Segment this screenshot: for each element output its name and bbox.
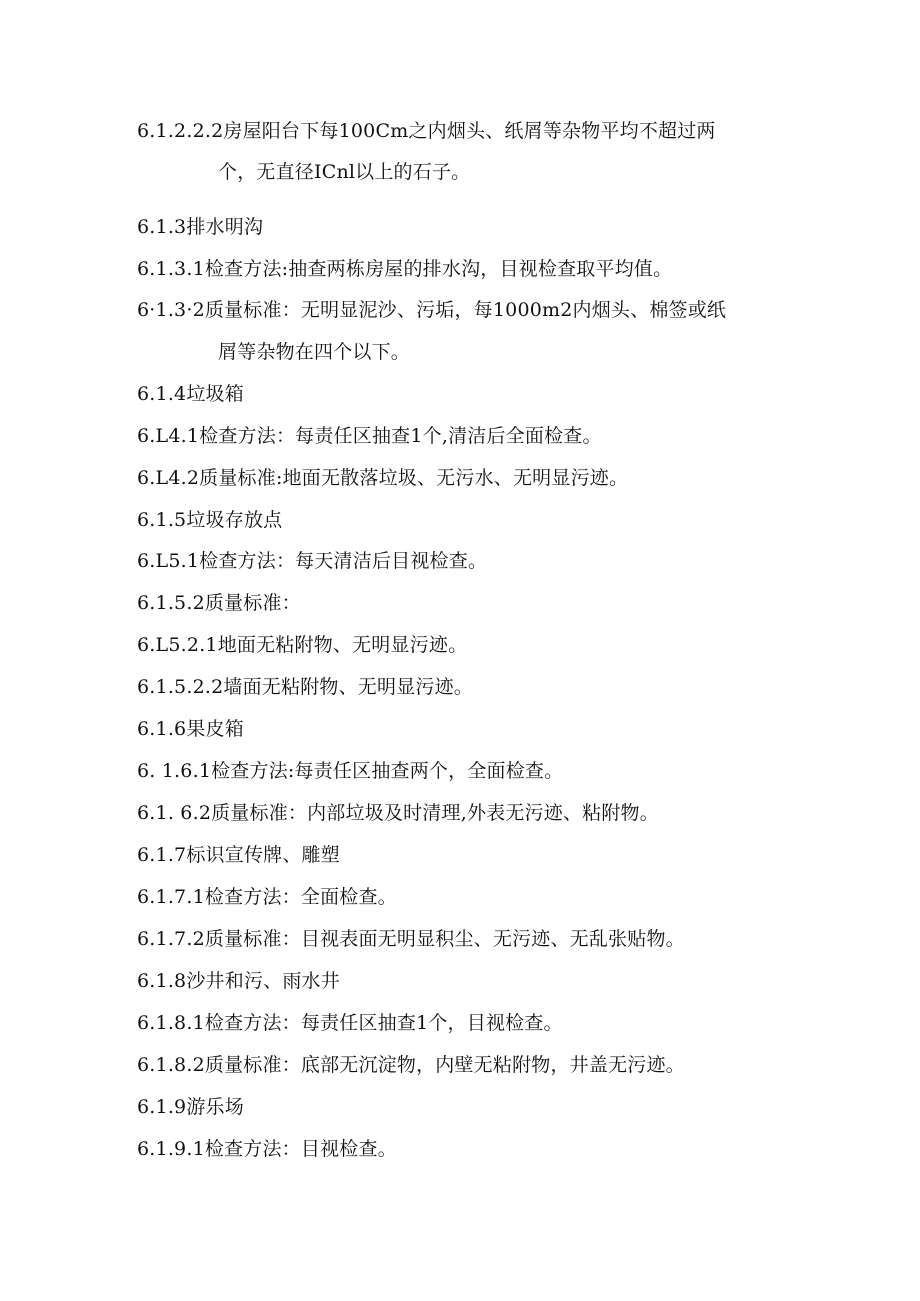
text-line: 6·1.3·2质量标准：无明显泥沙、污垢，每1000m2内烟头、棉签或纸 (137, 299, 727, 321)
text-line: 6.1.3.1检查方法:抽查两栋房屋的排水沟，目视检查取平均值。 (137, 258, 673, 280)
text-line: 6.1.5.2质量标准： (137, 592, 301, 614)
text-line: 6.1.7.1检查方法：全面检查。 (137, 886, 397, 908)
text-line-continuation: 屑等杂物在四个以下。 (218, 341, 411, 363)
text-line: 6.L4.1检查方法：每责任区抽查1个,清洁后全面检查。 (137, 425, 602, 447)
text-line: 6.1.7.2质量标准：目视表面无明显积尘、无污迹、无乱张贴物。 (137, 928, 685, 950)
section-heading: 6.1.6果皮箱 (137, 718, 244, 740)
text-line: 6.1.8.1检查方法：每责任区抽查1个，目视检查。 (137, 1012, 563, 1034)
text-line: 6.1. 6.2质量标准：内部垃圾及时清理,外表无污迹、粘附物。 (137, 802, 659, 824)
text-line: 6.1.9.1检查方法：目视检查。 (137, 1138, 397, 1160)
text-line: 6.1.8.2质量标准：底部无沉淀物，内壁无粘附物，井盖无污迹。 (137, 1054, 685, 1076)
text-line: 6. 1.6.1检查方法:每责任区抽查两个，全面检查。 (137, 760, 564, 782)
text-line: 6.L5.2.1地面无粘附物、无明显污迹。 (137, 634, 468, 656)
text-line: 6.1.2.2.2房屋阳台下每100Cm之内烟头、纸屑等杂物平均不超过两 (137, 120, 716, 142)
section-heading: 6.1.3排水明沟 (137, 216, 264, 238)
text-line: 6.L5.1检查方法：每天清洁后目视检查。 (137, 550, 488, 572)
section-heading: 6.1.4垃圾箱 (137, 383, 244, 405)
text-line: 6.L4.2质量标准:地面无散落垃圾、无污水、无明显污迹。 (137, 467, 629, 489)
section-heading: 6.1.8沙井和污、雨水井 (137, 970, 340, 992)
text-line: 6.1.5.2.2墙面无粘附物、无明显污迹。 (137, 676, 474, 698)
section-heading: 6.1.9游乐场 (137, 1096, 244, 1118)
section-heading: 6.1.5垃圾存放点 (137, 509, 283, 531)
text-line-continuation: 个，无直径ICnl以上的石子。 (218, 161, 471, 183)
section-heading: 6.1.7标识宣传牌、雕塑 (137, 844, 340, 866)
